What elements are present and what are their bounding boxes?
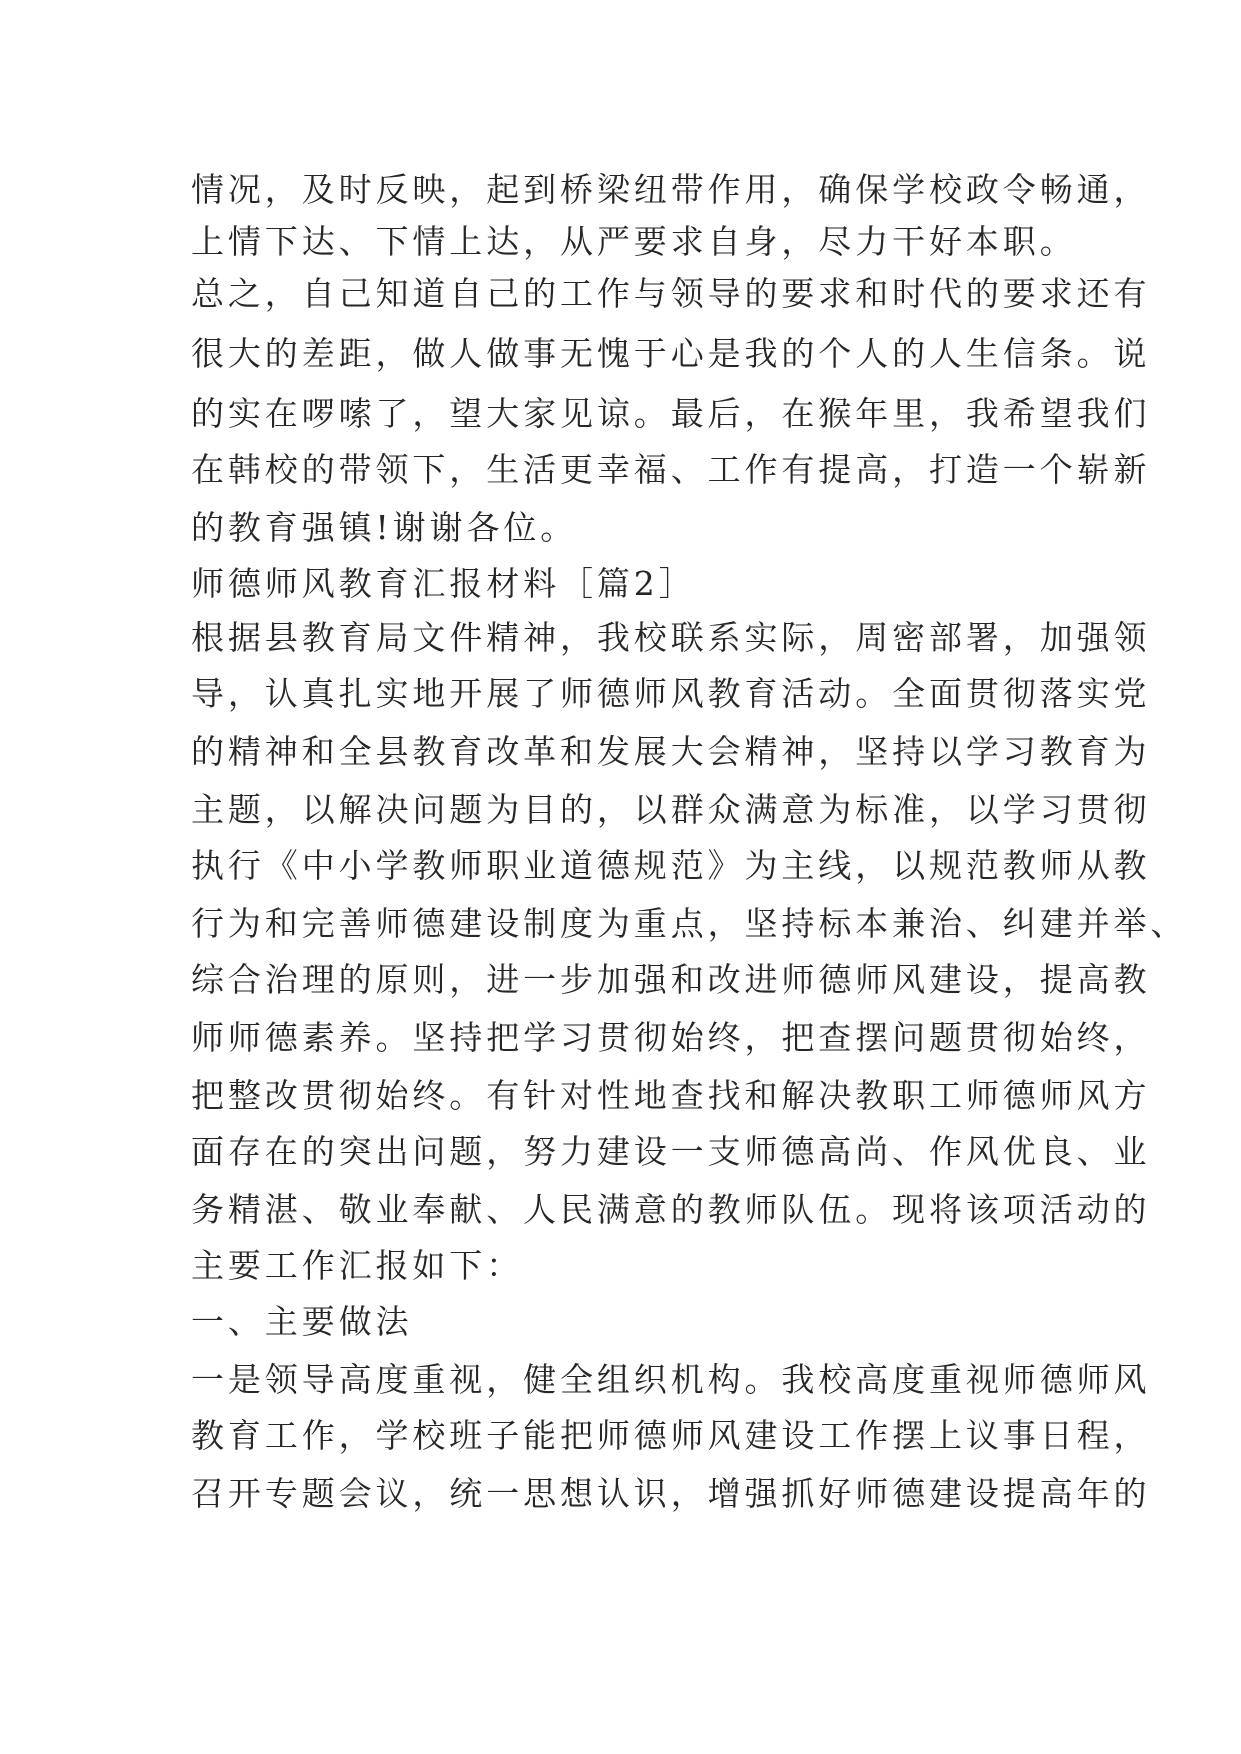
text-line: 的精神和全县教育改革和发展大会精神，坚持以学习教育为 [191, 732, 1151, 771]
text-line: 务精湛、敬业奉献、人民满意的教师队伍。现将该项活动的 [191, 1190, 1151, 1229]
text-line: 教育工作，学校班子能把师德师风建设工作摆上议事日程， [191, 1416, 1151, 1455]
section-heading: 师德师风教育汇报材料［篇2］ [191, 564, 696, 603]
text-line: 师师德素养。坚持把学习贯彻始终，把查摆问题贯彻始终， [191, 1018, 1151, 1057]
text-line: 导，认真扎实地开展了师德师风教育活动。全面贯彻落实党 [191, 674, 1151, 713]
text-line: 的教育强镇!谢谢各位。 [191, 508, 578, 547]
text-line: 主要工作汇报如下： [191, 1246, 524, 1285]
text-line: 一是领导高度重视，健全组织机构。我校高度重视师德师风 [191, 1360, 1151, 1399]
text-line: 面存在的突出问题，努力建设一支师德高尚、作风优良、业 [191, 1132, 1151, 1171]
text-line: 很大的差距，做人做事无愧于心是我的个人的人生信条。说 [191, 334, 1151, 373]
text-line: 总之，自己知道自己的工作与领导的要求和时代的要求还有 [191, 274, 1151, 313]
text-line: 行为和完善师德建设制度为重点，坚持标本兼治、纠建并举、 [191, 904, 1188, 943]
text-line: 召开专题会议，统一思想认识，增强抓好师德建设提高年的 [191, 1474, 1151, 1513]
subsection-heading: 一、主要做法 [191, 1302, 413, 1341]
text-line: 情况，及时反映，起到桥梁纽带作用，确保学校政令畅通， [191, 170, 1151, 209]
text-line: 把整改贯彻始终。有针对性地查找和解决教职工师德师风方 [191, 1076, 1151, 1115]
text-line: 综合治理的原则，进一步加强和改进师德师风建设，提高教 [191, 960, 1151, 999]
text-line: 的实在啰嗦了，望大家见谅。最后，在猴年里，我希望我们 [191, 394, 1151, 433]
text-line: 主题，以解决问题为目的，以群众满意为标准，以学习贯彻 [191, 790, 1151, 829]
text-line: 上情下达、下情上达，从严要求自身，尽力干好本职。 [191, 222, 1077, 261]
text-line: 在韩校的带领下，生活更幸福、工作有提高，打造一个崭新 [191, 450, 1151, 489]
text-line: 根据县教育局文件精神，我校联系实际，周密部署，加强领 [191, 618, 1151, 657]
text-line: 执行《中小学教师职业道德规范》为主线，以规范教师从教 [191, 846, 1151, 885]
